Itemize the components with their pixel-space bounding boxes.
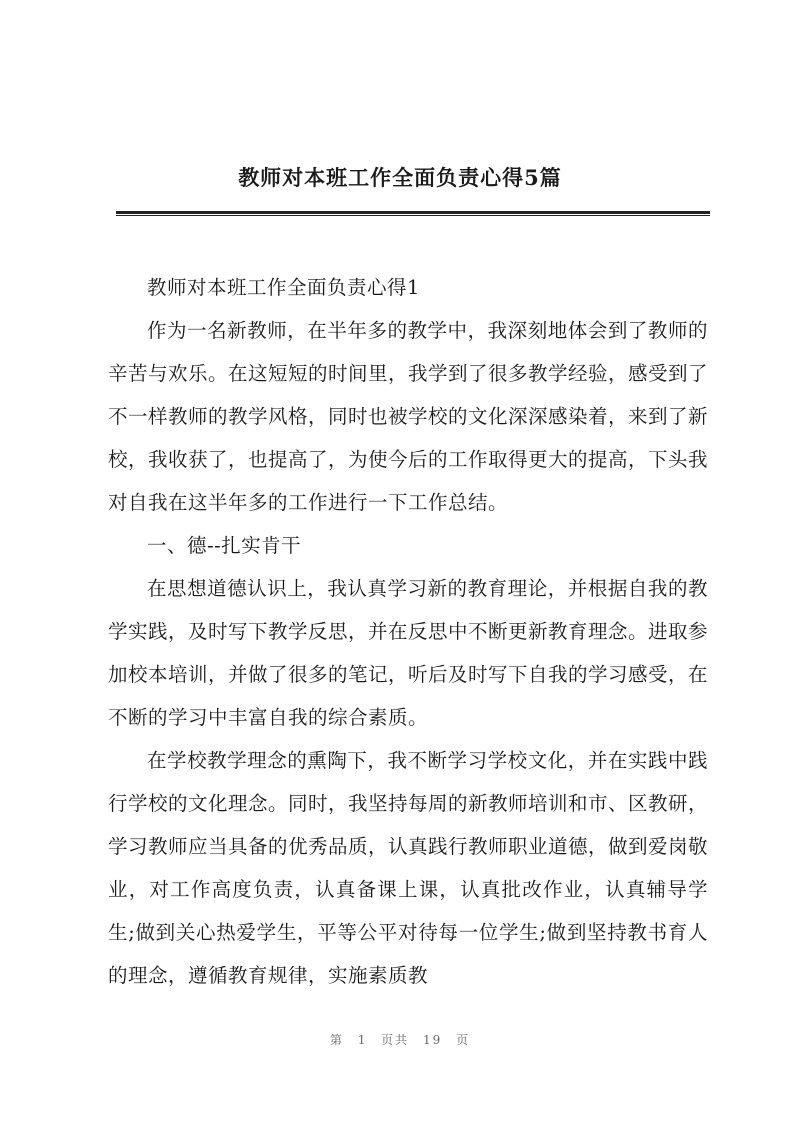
page-label-suffix: 页: [456, 1033, 471, 1047]
page-footer: [0, 1031, 800, 1048]
paragraph: 作为一名新教师，在半年多的教学中，我深刻地体会到了教师的辛苦与欢乐。在这短短的时间里，我学到了很多教学经验，感受到了不一样教师的教学风格，同时也被学校的文化深深感染着，来到了新校，我收获了，也提高了，为使今后的工作取得更大的提高，下头我对自我在这半年多的工作进行一下工作总结。: [108, 319, 709, 514]
page-label-middle: 页共: [381, 1033, 410, 1047]
paragraph: 在思想道德认识上，我认真学习新的教育理论，并根据自我的教学实践，及时写下教学反思，并在反思中不断更新教育理念。进取参加校本培训，并做了很多的笔记，听后及时写下自我的学习感受，在不断的学习中丰富自我的综合素质。: [108, 577, 709, 729]
total-pages-number: 19: [423, 1033, 443, 1047]
paragraph: 在学校教学理念的熏陶下，我不断学习学校文化，并在实践中践行学校的文化理念。同时，我坚持每周的新教师培训和市、区教研，学习教师应当具备的优秀品质，认真践行教师职业道德，做到爱岗敬业，对工作高度负责，认真备课上课，认真批改作业，认真辅导学生;做到关心热爱学生，平等公平对待每一位学生;做到坚持教书育人的理念，遵循教育规律，实施素质教: [108, 749, 709, 987]
title-divider: [116, 211, 710, 216]
current-page-number: 1: [357, 1033, 368, 1047]
document-body: [108, 266, 708, 997]
section-heading: 教师对本班工作全面负责心得1: [147, 276, 420, 299]
section-heading: 一、德--扎实肯干: [147, 534, 302, 557]
page-label-prefix: 第: [329, 1033, 344, 1047]
document-title: 教师对本班工作全面负责心得5篇: [238, 165, 562, 190]
